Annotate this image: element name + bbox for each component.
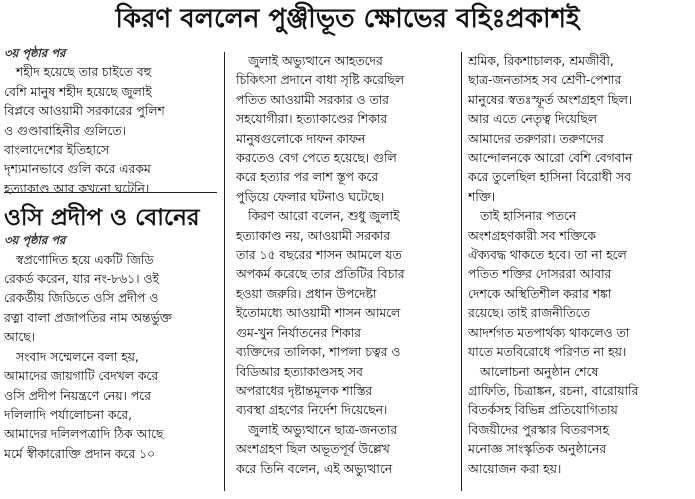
story-oc-pradip	[4, 251, 217, 464]
text-line: ব্যবস্থা গ্রহণের নির্দেশ দিয়েছেন।	[236, 403, 388, 418]
text-line: তার ১৫ বছরের শাসন আমলে যত	[236, 248, 402, 263]
text-line: মনোজ্ঞ সাংস্কৃতিক অনুষ্ঠানের	[468, 442, 607, 457]
text-line: বাংলাদেশের ইতিহাসে	[4, 143, 109, 158]
text-line: অংশগ্রহণ ছিল অভূতপূর্ব উল্লেখ	[236, 442, 390, 457]
text-line: সহযোগীরা। হত্যাকাণ্ডের শিকার	[236, 112, 388, 127]
continuation-ref: ৩য় পৃষ্ঠার পর	[4, 46, 66, 60]
column-right	[468, 52, 690, 499]
text-line: বিতর্কসহ বিভিন্ন প্রতিযোগিতায়	[468, 403, 618, 418]
text-line: আর এতে নেতৃত্ব দিয়েছিল	[468, 112, 597, 127]
text-line: মর্মে স্বীকারোক্তি প্রদান করে ১০	[4, 446, 155, 461]
text-line: রেকর্ড করেন, যার নং-৮৬১। ওই	[4, 272, 159, 287]
text-line: অংশগ্রহণকারী সব শক্তিকে	[468, 228, 596, 243]
text-line: হত্যাকাণ্ড আর কখনো ঘটেনি।	[4, 181, 150, 196]
text-line: ও গুণ্ডাবাহিনীর গুলিতে।	[4, 123, 126, 138]
text-line: রত্না বালা প্রজাপতির নাম অন্তর্ভুক্ত	[4, 310, 172, 325]
text-line: ইতোমধ্যে আওয়ামী শাসন আমলে	[236, 306, 401, 321]
text-line: চিকিৎসা প্রদানে বাধা সৃষ্টি করেছিল	[236, 73, 404, 88]
text-line: আলোচনা অনুষ্ঠান শেষে	[480, 364, 599, 379]
text-line: ঐক্যবদ্ধ থাকতে হবে। তা না হলে	[468, 248, 627, 263]
text-line: গ্রাফিতি, চিত্রাঙ্কন, রচনা, বারোয়ারি	[468, 383, 639, 398]
text-line: ব্যক্তিদের তালিকা, শাপলা চত্বর ও	[236, 345, 401, 360]
text-line: করতেও বেগ পেতে হয়েছে। গুলি	[236, 151, 397, 166]
text-line: বেশি মানুষ শহীদ হয়েছে জুলাই	[4, 84, 152, 99]
text-line: মানুষগুলোকে দাফন কাফন	[236, 131, 366, 146]
text-line: আদর্শগত মতপার্থক্য থাকলেও তা	[468, 325, 630, 340]
text-line: অপকর্ম করেছে তার প্রতিটির বিচার	[236, 267, 405, 282]
text-line: আমাদের জায়গাটি বেদখল করে	[4, 369, 159, 384]
text-line: পতিত আওয়ামী সরকার ও তার	[236, 92, 389, 107]
text-line: তাই হাসিনার পতনে	[480, 209, 577, 224]
column-rule-left	[224, 52, 225, 491]
text-line: আন্দোলনকে আরো বেশি বেগবান	[468, 151, 633, 166]
text-line: যাতে মতবিরোধে পরিণত না হয়।	[468, 345, 627, 360]
text-line: দেশকে অস্থিতিশীল করার শঙ্কা	[468, 286, 612, 301]
column-rule-right	[461, 52, 462, 491]
text-line: হওয়া জরুরি। প্রধান উপদেষ্টা	[236, 286, 377, 301]
text-line: বিপ্লবে আওয়ামী সরকারের পুলিশ	[4, 104, 165, 119]
text-line: হত্যাকাণ্ড নয়, আওয়ামী সরকার	[236, 228, 391, 243]
text-line: বিজয়ীদের পুরস্কার বিতরণসহ	[468, 422, 609, 437]
text-line: পতিত শক্তির দোসররা আবার	[468, 267, 612, 282]
text-line: দলিলাদি পর্যালোচনা করে,	[4, 407, 133, 422]
text-line: করে হত্যার পর লাশ স্তূপ করে	[236, 170, 379, 185]
text-line: পুড়িয়ে ফেলার ঘটনাও ঘটেছে।	[236, 189, 385, 204]
text-line: আমাদের তরুণরা। তরুণদের	[468, 131, 604, 146]
text-line: গুম-খুন নির্যাতনের শিকার	[236, 325, 361, 340]
text-line: কিরণ আরো বলেন, শুধু জুলাই	[248, 209, 400, 224]
article-headline: কিরণ বললেন পুঞ্জীভূত ক্ষোভের বহিঃপ্রকাশই	[115, 4, 580, 34]
text-line: আয়োজন করা হয়।	[468, 461, 562, 476]
text-line: করে তুলেছিল হাসিনা বিরোধী সব	[468, 170, 631, 185]
text-line: জুলাই অভ্যুত্থানে আহতদের	[248, 54, 383, 68]
text-line: সংবাদ সম্মেলনে বলা হয়,	[16, 349, 139, 364]
text-line: দৃশ্যমানভাবে গুলি করে এরকম	[4, 162, 151, 177]
text-line: স্বপ্রণোদিত হয়ে একটি জিডি	[16, 252, 154, 267]
column-middle	[236, 52, 456, 499]
story-kiron-continued	[4, 63, 217, 199]
column-left	[4, 44, 217, 491]
text-line: জুলাই অভ্যুত্থানে ছাত্র-জনতার	[248, 422, 397, 437]
text-line: ছাত্র-জনতাসহ সব শ্রেণী-পেশার	[468, 73, 622, 88]
text-line: রেকর্ডীয় জিডিতে ওসি প্রদীপ ও	[4, 291, 159, 306]
text-line: ওসি প্রদীপ নিয়ন্ত্রণে নেয়। পরে	[4, 388, 151, 403]
story-subheadline: ওসি প্রদীপ ও বোনের	[4, 205, 200, 232]
text-line: আমাদের দলিলপত্রাদি ঠিক আছে	[4, 427, 164, 442]
text-line: করে তিনি বলেন, এই অভ্যুত্থানে	[236, 461, 393, 476]
text-line: মানুষের স্বতঃস্ফূর্ত অংশগ্রহণ ছিল।	[468, 92, 633, 107]
text-line: রয়েছে। তাই রাজনীতিতে	[468, 306, 590, 321]
text-line: শহীদ হয়েছে তার চাইতে বহু	[16, 65, 152, 80]
text-line: শ্রমিক, রিকশাচালক, শ্রমজীবী,	[468, 54, 614, 68]
text-line: শক্তি।	[468, 189, 496, 204]
continuation-ref: ৩য় পৃষ্ঠার পর	[4, 233, 66, 248]
text-line: আছে।	[4, 330, 36, 345]
text-line: বিডিআর হত্যাকাণ্ডসহ সব	[236, 364, 363, 379]
text-line: অপরাধের দৃষ্টান্তমূলক শাস্তির	[236, 383, 373, 398]
